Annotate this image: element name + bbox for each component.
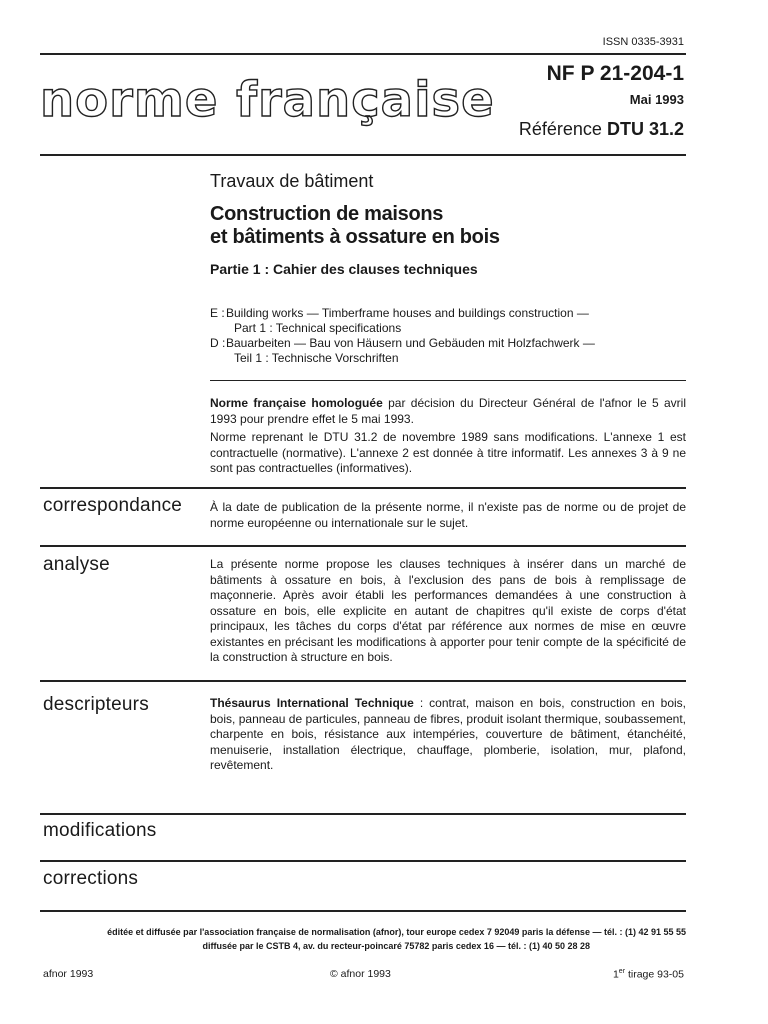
footer-rule	[40, 910, 686, 912]
correspondance-text: À la date de publication de la présente norme, il n'existe pas de norme ou de projet de norme européenne ou internationale sur le sujet.	[210, 500, 686, 530]
descripteurs-label: descripteurs	[43, 694, 149, 715]
homologation-status	[210, 396, 686, 480]
reference-code: DTU 31.2	[606, 119, 684, 139]
translation-en	[210, 306, 686, 336]
approval-bold: Norme française homologuée	[210, 396, 383, 410]
print-run-suffix: er	[618, 968, 626, 975]
translation-line: Bauarbeiten — Bau von Häusern und Gebäuden mit Holzfachwerk —	[226, 336, 595, 350]
print-run-number: 1	[612, 968, 619, 981]
translation-de	[210, 336, 686, 366]
domain: Travaux de bâtiment	[210, 171, 374, 191]
header-rule	[40, 154, 686, 156]
issn: ISSN 0335-3931	[602, 36, 684, 48]
translations	[210, 306, 686, 366]
print-run-text: tirage 93-05	[625, 968, 684, 981]
analyse-rule	[40, 545, 686, 547]
descripteurs-rule	[40, 680, 686, 682]
distributor-line: diffusée par le CSTB 4, av. du recteur-poincaré 75782 paris cedex 16 — tél. : (1) 40 50 28 28	[202, 941, 590, 951]
standard-number: NF P 21-204-1	[546, 62, 684, 85]
publisher-line: éditée et diffusée par l'association française de normalisation (afnor), tour europe cedex 7 92049 paris la défense — tél. : (1) 42 91 55 55	[107, 927, 686, 937]
correspondance-rule	[40, 487, 686, 489]
approval-text: par décision du Directeur Général de l'afnor le 5 avril 1993 pour prendre effet le 5 mai 1993.	[210, 396, 686, 426]
translation-line: Part 1 : Technical specifications	[234, 321, 402, 335]
document-title	[210, 203, 686, 249]
print-run	[613, 968, 684, 981]
approval-paragraph	[210, 396, 686, 427]
correspondance-label: correspondance	[43, 495, 183, 516]
reference	[519, 119, 684, 140]
descripteurs-text	[210, 696, 686, 774]
modifications-label: modifications	[43, 820, 157, 841]
modifications-rule	[40, 813, 686, 815]
translation-line: Building works — Timberframe houses and buildings construction —	[226, 306, 589, 320]
footer-left: afnor 1993	[43, 968, 94, 980]
title-line-2: et bâtiments à ossature en bois	[210, 226, 500, 248]
part-title: Partie 1 : Cahier des clauses techniques	[210, 261, 478, 277]
translation-lang: E :	[210, 306, 225, 320]
translation-lang: D :	[210, 336, 226, 350]
analyse-label: analyse	[43, 554, 110, 575]
top-rule	[40, 53, 686, 55]
thesaurus-label: Thésaurus International Technique	[210, 696, 414, 710]
title-rule	[210, 380, 686, 381]
reference-label: Référence	[518, 119, 602, 139]
corrections-label: corrections	[43, 868, 139, 889]
descriptors-list: : contrat, maison en bois, construction en bois, bois, panneau de particules, panneau de fibres, produit isolant thermique, soubassement, charpente en bois, résistance aux intempéries, couverture de bâtiment, étanchéité, menuiserie, installation électrique, chauffage, plomberie, isolation, mur, plafond, revêtement.	[210, 696, 686, 772]
corrections-rule	[40, 860, 686, 862]
brand-title: norme française	[40, 72, 495, 128]
analyse-text: La présente norme propose les clauses techniques à insérer dans un marché de bâtiments à ossature en bois, à l'exclusion des pans de bois à remplissage de maçonnerie. Après avoir établi les performances demandées à une construction à ossature en bois, elle explicite en autant de chapitres qu'il existe de corps d'état principaux, les tâches du corps d'état par référence aux normes de mise en œuvre existantes en précisant les modifications à apporter pour tenir compte de la spécificité de la construction à structure en bois.	[210, 557, 686, 664]
translation-line: Teil 1 : Technische Vorschriften	[234, 351, 399, 365]
footer-copyright: © afnor 1993	[330, 968, 391, 980]
publication-date: Mai 1993	[629, 92, 684, 107]
title-line-1: Construction de maisons	[210, 203, 444, 225]
status-note: Norme reprenant le DTU 31.2 de novembre 1989 sans modifications. L'annexe 1 est contractuelle (normative). L'annexe 2 est donnée à titre informatif. Les annexes 3 à 9 ne sont pas contractuelles (informatives).	[210, 430, 686, 475]
